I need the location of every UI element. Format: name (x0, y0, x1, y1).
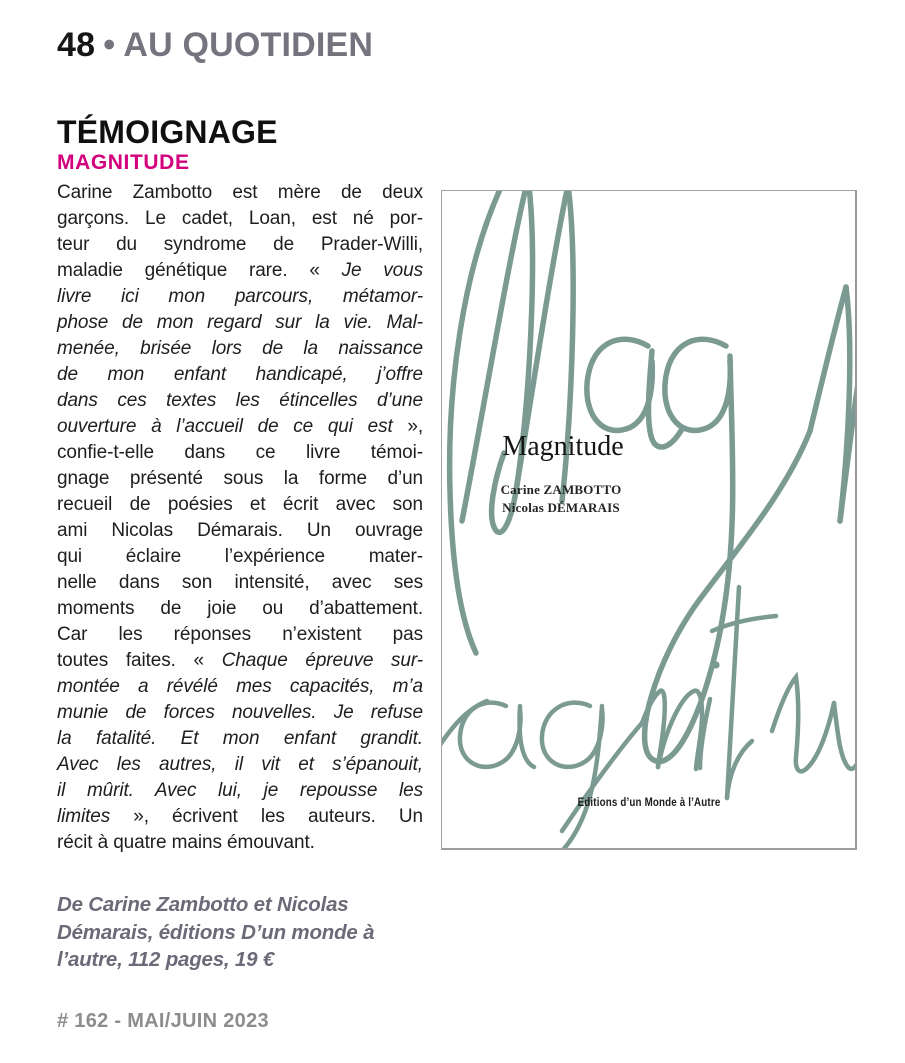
body-line: garçons. Le cadet, Loan, est né por- (57, 208, 423, 229)
body-line: phose de mon regard sur la vie. Mal- (57, 312, 423, 333)
body-line: la fatalité. Et mon enfant grandit. (57, 728, 423, 749)
body-line: dans ces textes les étincelles d’une (57, 390, 423, 411)
body-line: confie-t-elle dans ce livre témoi- (57, 442, 423, 463)
body-line: de mon enfant handicapé, j’offre (57, 364, 423, 385)
body-line: nelle dans son intensité, avec ses (57, 572, 423, 593)
body-line: montée a révélé mes capacités, m’a (57, 676, 423, 697)
body-line: recueil de poésies et écrit avec son (57, 494, 423, 515)
article-title: MAGNITUDE (57, 151, 190, 174)
page-header (57, 26, 373, 65)
body-line: ouverture à l’accueil de ce qui est », (57, 416, 424, 437)
cover-author-1: Carine ZAMBOTTO (500, 482, 622, 497)
cover-title: Magnitude (502, 431, 624, 462)
body-line: gnage présenté sous la forme d’un (57, 468, 423, 489)
script-lettering (442, 191, 855, 848)
page-number: 48 (57, 26, 96, 64)
body-line: maladie génétique rare. « Je vous (57, 260, 424, 281)
header-bullet: • (103, 26, 116, 64)
body-line: livre ici mon parcours, métamor- (57, 286, 423, 307)
body-line: toutes faites. « Chaque épreuve sur- (57, 650, 423, 671)
body-line: munie de forces nouvelles. Je refuse (57, 702, 423, 723)
body-line: ami Nicolas Démarais. Un ouvrage (57, 520, 423, 541)
body-line: Avec les autres, il vit et s’épanouit, (57, 754, 423, 775)
article-body (57, 180, 423, 856)
body-line: moments de joie ou d’abattement. (57, 598, 423, 619)
credit-line: l’autre, 112 pages, 19 € (57, 948, 275, 971)
cover-publisher: Editions d’un Monde à l’Autre (577, 797, 721, 809)
cover-authors (501, 481, 622, 517)
body-line: il mûrit. Avec lui, je repousse les (57, 780, 423, 801)
credit-line: De Carine Zambotto et Nicolas (57, 893, 349, 916)
body-line: teur du syndrome de Prader-Willi, (57, 234, 423, 255)
article-kicker: TÉMOIGNAGE (57, 114, 278, 150)
body-line: récit à quatre mains émouvant. (57, 832, 315, 853)
cover-author-2: Nicolas DÉMARAIS (502, 500, 620, 515)
book-cover (441, 190, 857, 850)
body-line: qui éclaire l’expérience mater- (57, 546, 423, 567)
article-credit (57, 891, 447, 974)
issue-line: # 162 - MAI/JUIN 2023 (57, 1010, 269, 1032)
body-line: menée, brisée lors de la naissance (57, 338, 423, 359)
body-line: Carine Zambotto est mère de deux (57, 182, 423, 203)
section-name: AU QUOTIDIEN (123, 26, 374, 64)
body-line: Car les réponses n’existent pas (57, 624, 423, 645)
credit-line: Démarais, éditions D’un monde à (57, 920, 375, 944)
body-line: limites », écrivent les auteurs. Un (57, 806, 423, 827)
